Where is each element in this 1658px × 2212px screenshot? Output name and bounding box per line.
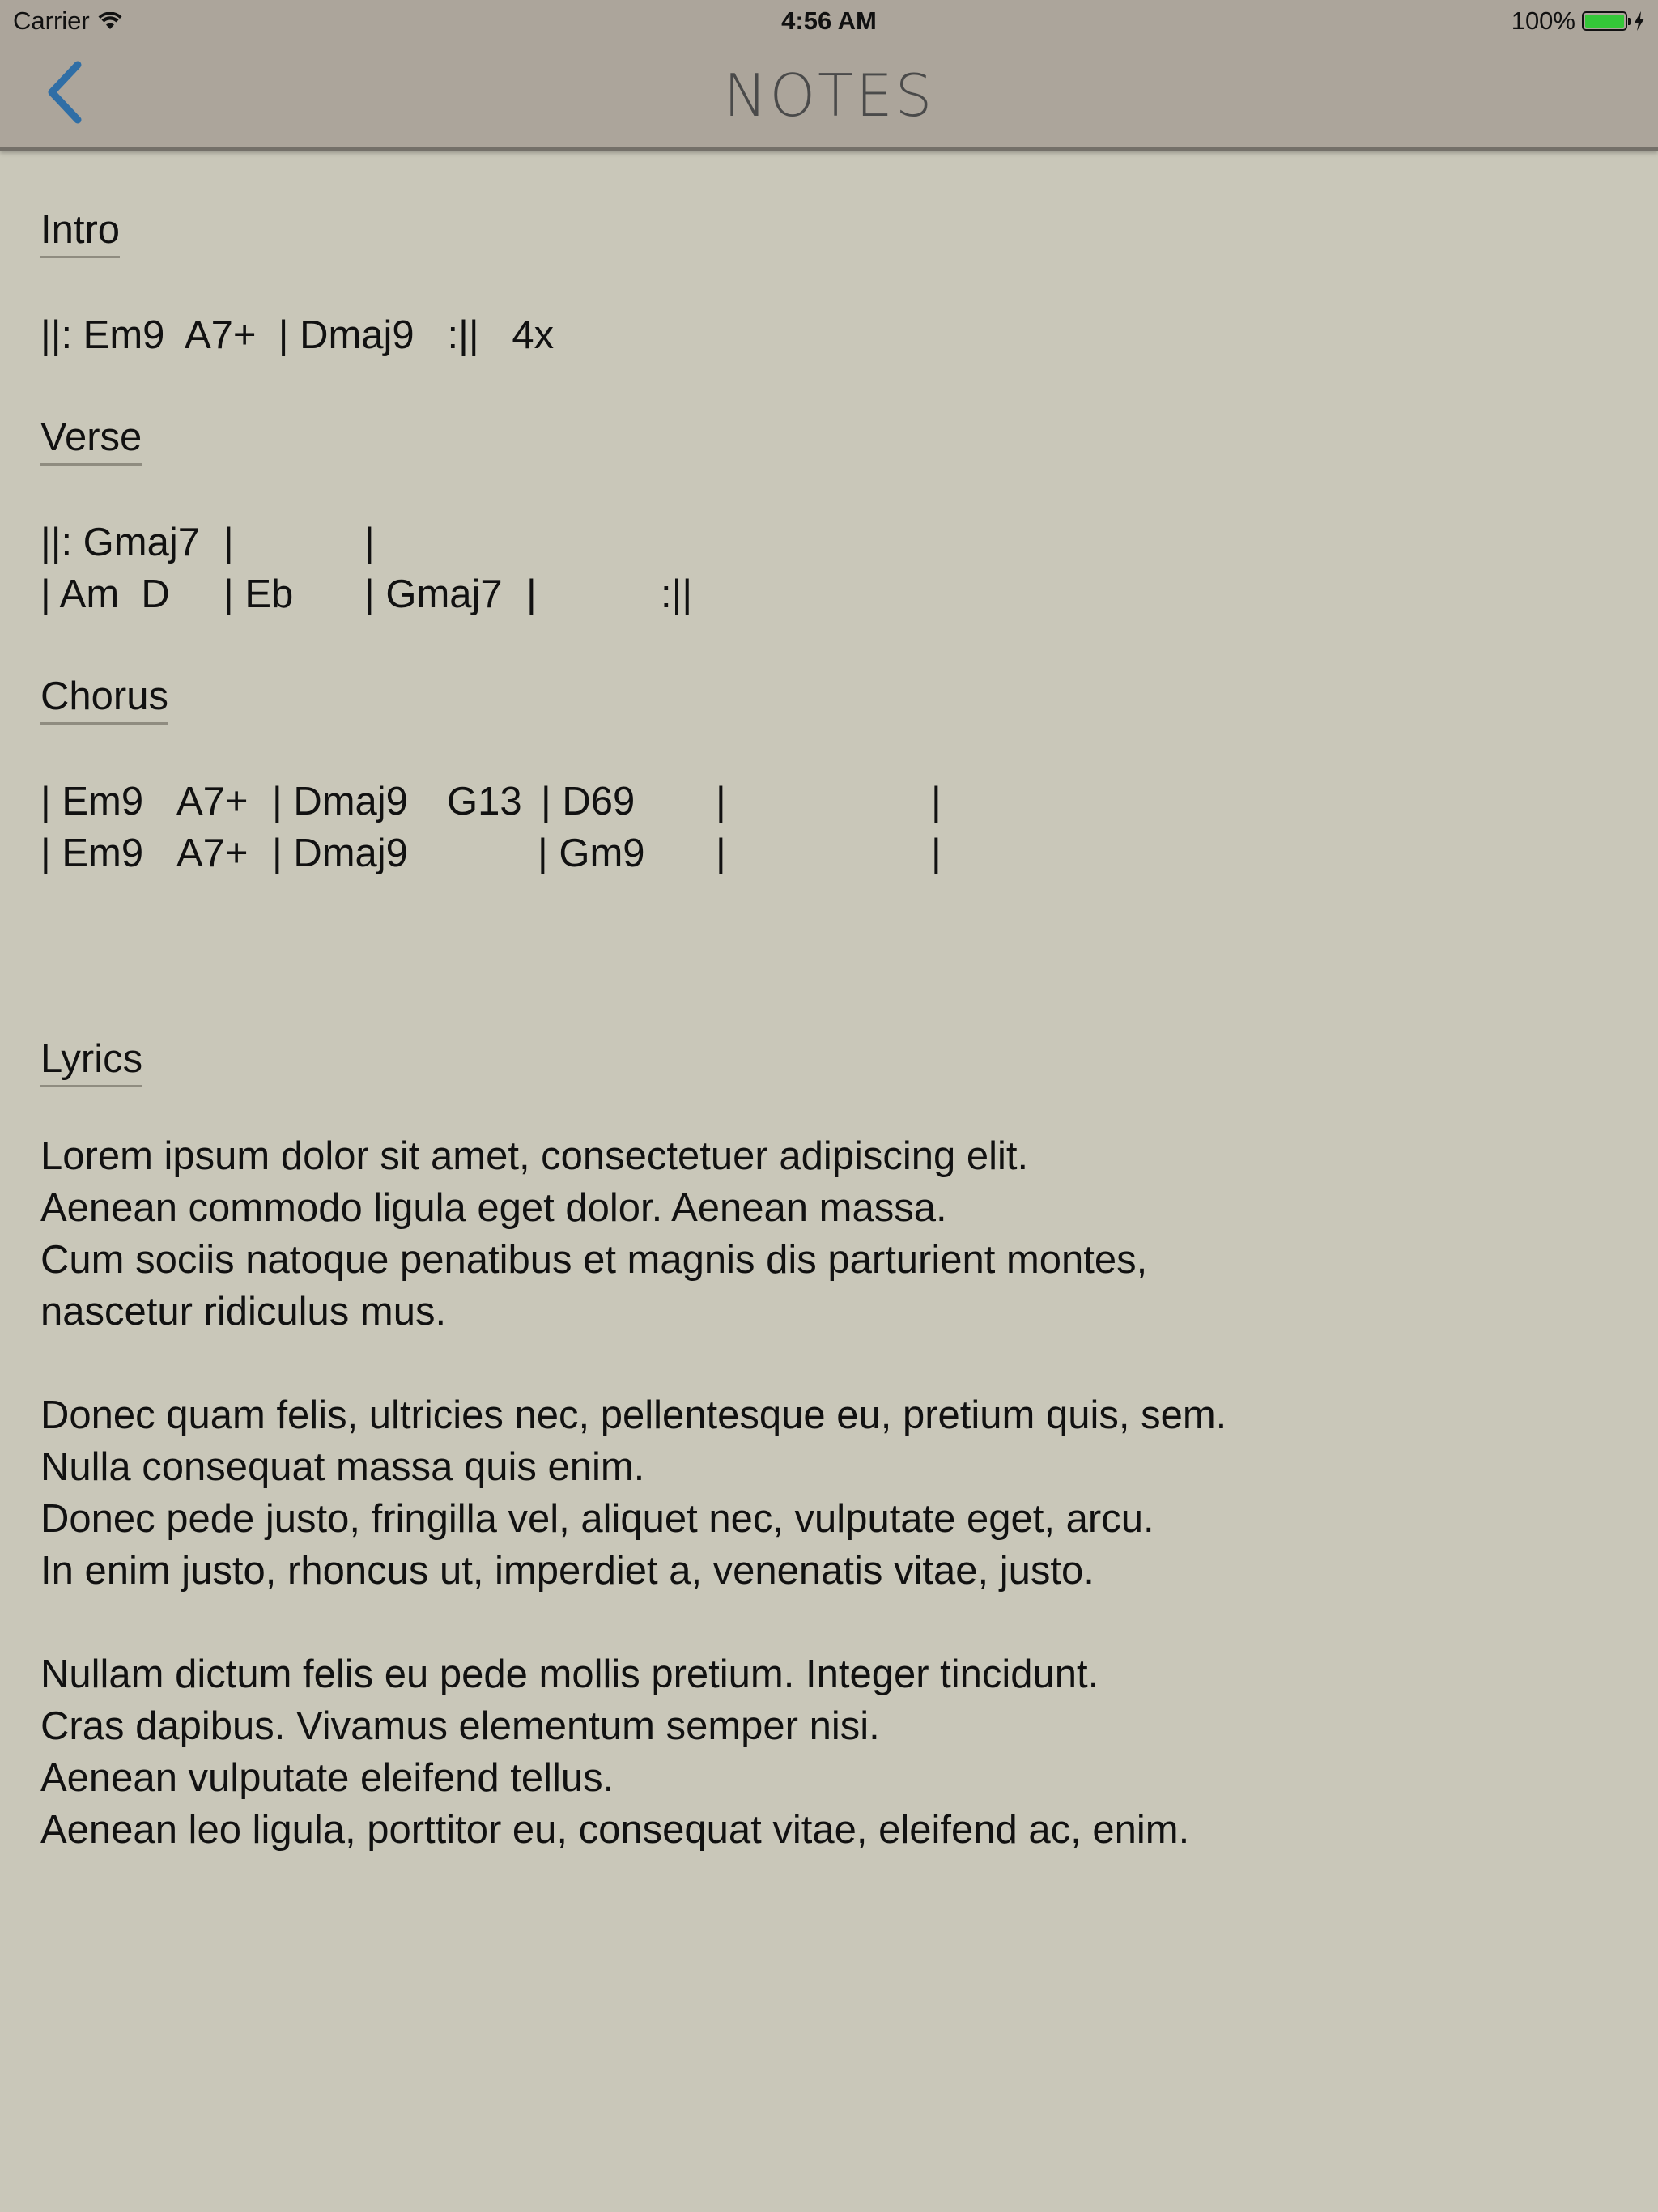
chord-cell: | [364,521,375,564]
chord-cell: | Em9 [40,780,144,823]
chord-cell: | [716,832,726,875]
chord-cell: | D69 [541,780,636,823]
lyric-line: Aenean commodo ligula eget dolor. Aenean massa. [40,1186,947,1230]
chord-cell: :|| [661,572,693,616]
chord-cell: | Dmaj9 [272,832,408,875]
lyric-line: In enim justo, rhoncus ut, imperdiet a, venenatis vitae, justo. [40,1549,1095,1593]
intro-chord-line: ||: Em9 A7+ | Dmaj9 :|| 4x [40,313,555,357]
chord-cell: | Am D [40,572,170,616]
chord-cell: G13 [447,780,522,823]
status-time: 4:56 AM [781,6,877,35]
chord-cell: | [716,780,726,823]
section-heading-lyrics: Lyrics [40,1035,142,1087]
lyric-line: Donec pede justo, fringilla vel, aliquet nec, vulputate eget, arcu. [40,1497,1154,1541]
battery-icon [1582,11,1627,31]
top-bar [0,0,1658,151]
chord-cell: | Gmaj7 [364,572,503,616]
lyric-line: Aenean vulputate eleifend tellus. [40,1756,614,1800]
chord-cell: | Dmaj9 [272,780,408,823]
lyric-line: Nullam dictum felis eu pede mollis pretium. Integer tincidunt. [40,1653,1099,1696]
navigation-bar [0,44,1658,147]
lyric-line: nascetur ridiculus mus. [40,1290,447,1334]
lyric-line: Donec quam felis, ultricies nec, pellentesque eu, pretium quis, sem. [40,1393,1227,1437]
chord-cell: | [931,780,942,823]
battery-percentage: 100% [1511,6,1575,35]
chord-cell: | [931,832,942,875]
carrier-label: Carrier [13,6,90,35]
charging-bolt-icon [1634,11,1645,31]
battery-level-fill [1585,15,1624,28]
battery-nub [1628,18,1631,25]
chord-cell: A7+ [176,780,249,823]
verse-chord-row-2 [40,568,1255,620]
page-title: NOTES [723,62,935,130]
status-bar [0,0,1658,44]
chorus-chord-row-1 [40,776,1255,827]
battery-group [1511,6,1645,36]
lyric-line: Lorem ipsum dolor sit amet, consectetuer adipiscing elit. [40,1134,1029,1178]
lyric-line: Nulla consequat massa quis enim. [40,1445,645,1489]
section-heading-intro: Intro [40,206,120,258]
chord-cell: | Eb [223,572,294,616]
verse-chord-row-1 [40,517,1255,568]
section-heading-verse: Verse [40,413,142,466]
section-heading-chorus: Chorus [40,672,168,725]
lyric-line: Cras dapibus. Vivamus elementum semper nisi. [40,1704,880,1748]
lyric-line: Cum sociis natoque penatibus et magnis dis parturient montes, [40,1238,1148,1282]
chord-cell: | Em9 [40,832,144,875]
chord-cell: ||: Gmaj7 [40,521,201,564]
chord-cell: | [223,521,234,564]
chord-cell: | Gm9 [538,832,645,875]
chord-cell: | [526,572,537,616]
lyric-line: Aenean leo ligula, porttitor eu, consequat vitae, eleifend ac, enim. [40,1808,1190,1852]
chord-cell: A7+ [176,832,249,875]
chorus-chord-row-2 [40,827,1255,879]
